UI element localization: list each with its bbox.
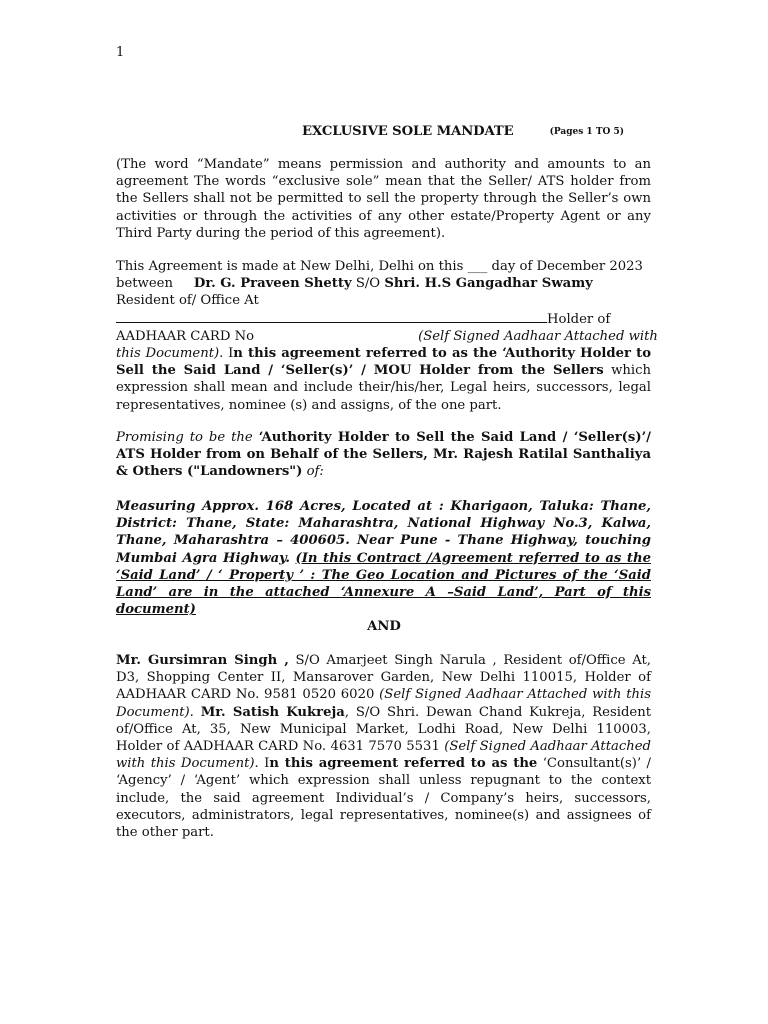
holder-line xyxy=(116,310,651,328)
aadhaar-line xyxy=(116,328,658,345)
page-number: 1 xyxy=(116,45,125,60)
document-title: EXCLUSIVE SOLE MANDATE xyxy=(302,124,514,139)
consultant2-details: , S/O Shri. Dewan Chand Kukreja, Resident of/Office At, 35, New Municipal Market, Lodhi Road, New Delhi 110003, Holder of AADHAAR CARD No. 4631 7570 5531 xyxy=(116,704,651,755)
measuring-text: Measuring Approx. 168 Acres, Located at : Kharigaon, Taluka: Thane, District: Thane, State: Maharashtra, National Highway No.3, Kalwa, Thane, Maharashtra – 400605. Near Pune - Thane Highway, touching Mumbai Agra Highway. xyxy=(116,499,651,566)
said-land-definition: (In this Contract /Agreement referred to as the ‘Said Land’ / ‘ Property ’ : The Geo Location and Pictures of the ‘Said Land’ are in the attached ‘Annexure A –Said Land’, Part of this document) xyxy=(116,550,651,618)
so-label: S/O xyxy=(355,276,381,292)
promising-end: of: xyxy=(306,464,324,480)
between-line xyxy=(116,275,651,292)
pages-note: (Pages 1 TO 5) xyxy=(549,127,625,137)
consultants-paragraph xyxy=(116,652,651,841)
address-blank xyxy=(116,310,547,323)
agreement-paragraph xyxy=(116,258,658,414)
agreement-rest: which expression shall mean and include their/his/her, Legal heirs, successors, legal representatives, nominee (s) and assigns, of the one part. xyxy=(116,363,652,413)
between-label: between xyxy=(116,276,173,292)
dot-i: . I xyxy=(254,756,270,772)
promising-bold: ‘Authority Holder to Sell the Said Land / ‘Seller(s)’/ ATS Holder from on Behalf of the Sellers, Mr. Rajesh Ratilal Santhaliya & Others ("Landowners") xyxy=(116,430,651,480)
measuring-paragraph xyxy=(116,498,651,618)
consultant2-self-signed: (Self Signed Aadhaar Attached with this Document) xyxy=(116,739,651,772)
party-father: Shri. H.S Gangadhar Swamy xyxy=(384,276,593,292)
holder-of-label: Holder of xyxy=(547,311,611,327)
self-signed-note: (Self Signed Aadhaar Attached with xyxy=(418,328,658,344)
agreement-date-line: This Agreement is made at New Delhi, Delhi on this ___ day of December 2023 xyxy=(116,259,643,274)
consultant-ref-bold: n this agreement referred to as the xyxy=(269,756,538,772)
mandate-definition: (The word “Mandate” means permission and authority and amounts to an agreement The words “exclusive sole” mean that the Seller/ ATS holder from the Sellers shall not be permitted to sell the property through the Seller’s own activities or through the activities of any other estate/Property Agent or any Third Party during the period of this agreement). xyxy=(116,157,651,241)
promising-intro: Promising to be the xyxy=(116,430,253,445)
aadhaar-label: AADHAAR CARD No xyxy=(116,328,255,344)
authority-holder-ref: n this agreement referred to as the ‘Authority Holder to Sell the Said Land / ‘Seller(s)’ / MOU Holder from the Sellers xyxy=(116,346,651,379)
party-name: Dr. G. Praveen Shetty xyxy=(193,276,352,292)
self-signed-note-cont: this Document). xyxy=(116,346,224,362)
agreement-body xyxy=(116,345,651,414)
and-separator: AND xyxy=(367,619,401,634)
consultants-rest: ‘Consultant(s)’ / ‘Agency’ / ‘Agent’ which expression shall unless repugnant to the context include, the said agreement Individual’s / Company’s heirs, successors, executors, administrators, legal representatives, nominee(s) and assignees of the other part. xyxy=(116,756,651,841)
promising-paragraph xyxy=(116,429,651,481)
consultant1-self-signed: (Self Signed Aadhaar Attached with this Document). xyxy=(116,687,651,720)
consultant1-name: Mr. Gursimran Singh , xyxy=(116,653,289,668)
title-row xyxy=(302,123,624,142)
resident-line: Resident of/ Office At xyxy=(116,293,259,309)
consultant1-details: S/O Amarjeet Singh Narula , Resident of/Office At, D3, Shopping Center II, Mansarover Garden, New Delhi 110015, Holder of AADHAAR CARD No. 9581 0520 6020 xyxy=(116,653,651,703)
bold-start: I xyxy=(228,346,234,362)
consultant2-name: Mr. Satish Kukreja xyxy=(200,704,345,720)
